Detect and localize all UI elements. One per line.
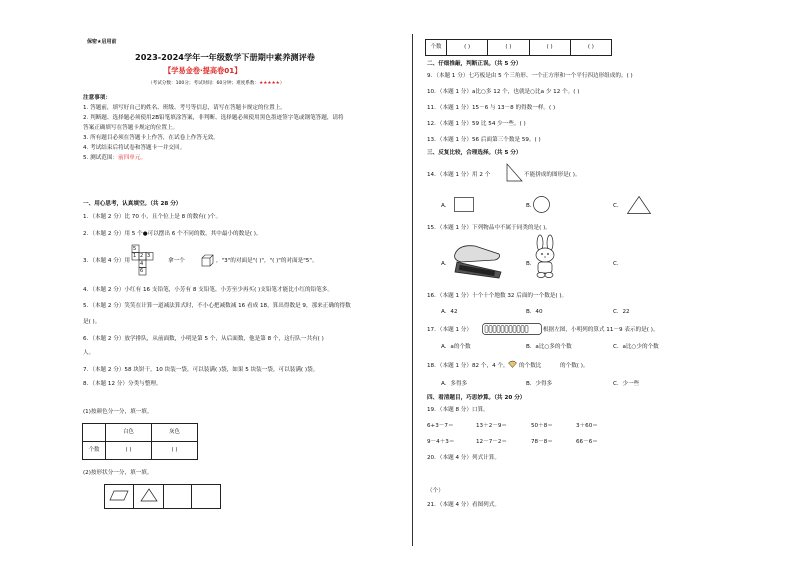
question-6b: 人。 [83, 350, 95, 356]
question-14-post: 不能拼成的图形是( )。 [524, 172, 581, 178]
table-header-gray: 灰色 [152, 424, 198, 442]
oral-item: 13＋2－9＝ [476, 423, 508, 429]
oral-item: 9－4＋3＝ [427, 439, 455, 445]
scope-label: 5. 测试范围： [83, 155, 119, 161]
question-12: 12．（本题 1 分）59 比 54 少一些。( ) [427, 121, 526, 127]
note-1: 1. 答题前，填写好自己的姓名、班级、考号等信息，请写在答题卡规定的位置上。 [83, 105, 286, 111]
net-digit: 6 [140, 268, 144, 274]
option-c[interactable]: C．少一些 [613, 381, 640, 387]
question-15: 15．（本题 1 分）下列物品中不属于同类的是( )。 [427, 225, 551, 231]
section-1-heading: 一、用心思考，认真填空。（共 28 分） [83, 201, 182, 207]
question-1: 1．（本题 2 分）比 70 小，且个位上是 8 的数有( )个。 [83, 214, 222, 220]
scope-value: 前四单元。 [118, 155, 147, 161]
note-4: 4. 考试结束后将试卷和答题卡一并交回。 [83, 145, 186, 151]
question-3-end: ，"3"的对面是"( )"，"( )"的对面是"5"。 [216, 258, 318, 264]
question-11: 11．（本题 1 分）15－6 与 13－8 的得数一样。( ) [427, 105, 556, 111]
shape-cell [105, 485, 134, 509]
stapler-icon [451, 242, 503, 280]
sub-question-1: (1)按颜色分一分，填一填。 [83, 409, 153, 415]
exam-subtitle: 【学易金卷·提高卷01】 [164, 66, 242, 75]
question-5b: 是( )。 [83, 319, 101, 325]
table-row-label: 个数 [426, 40, 447, 56]
oral-item: 66－6＝ [576, 439, 598, 445]
question-13: 13．（本题 1 分）56 后面第三个数是 59。( ) [427, 137, 541, 143]
note-2b: 答案正确填写在答题卡规定的位置上。 [83, 125, 179, 131]
net-digit: 1 [133, 253, 137, 259]
oral-item: 12－7－2＝ [476, 439, 508, 445]
answer-blank[interactable]: ( ) [570, 40, 611, 56]
option-a[interactable]: A． [441, 261, 451, 267]
cube-net-figure [124, 245, 164, 275]
triangle-icon [627, 196, 651, 214]
answer-blank[interactable]: ( ) [447, 40, 488, 56]
question-3-mid: 拿一个 [168, 258, 185, 264]
question-20: 20．（本题 4 分）列式计算。 [427, 455, 500, 461]
oral-item: 3＋60＝ [576, 423, 598, 429]
meta-end: ） [279, 81, 285, 86]
question-21: 21．（本题 4 分）看图列式。 [427, 502, 500, 508]
option-b[interactable]: B． [526, 203, 536, 209]
circle-icon [533, 196, 550, 213]
option-b[interactable]: B．少得多 [526, 381, 553, 387]
question-2: 2．（本题 2 分）用 5 个●可以摆出 6 个不同的数，其中最小的数是( )。 [83, 231, 262, 237]
question-8: 8．（本题 12 分）分类与整理。 [83, 381, 162, 387]
question-18-end: 的个数( )。 [560, 363, 589, 369]
page-divider [412, 34, 413, 546]
answer-unit: （个） [427, 488, 444, 494]
option-c[interactable]: C． [613, 203, 623, 209]
net-digit: 4 [140, 261, 144, 267]
bunny-icon [530, 236, 560, 280]
right-triangle-icon [506, 164, 522, 181]
sub-question-2: (2)按形状分一分，填一填。 [83, 470, 153, 476]
question-19: 19．（本题 8 分）口算。 [427, 407, 489, 413]
option-a[interactable]: A．a的个数 [441, 344, 471, 350]
net-digit: 2 [140, 253, 144, 259]
confidential-label: 保密★启用前 [87, 39, 117, 45]
triangle-icon [141, 489, 157, 501]
question-4: 4．（本题 2 分）小红有 16 支铅笔，小芳有 8 支铅笔，小芳至少再买( )支铅笔才能比小红的铅笔多。 [83, 287, 333, 293]
net-digit: 3 [147, 253, 151, 259]
answer-blank[interactable]: ( ) [529, 40, 570, 56]
oral-item: 78－8＝ [531, 439, 553, 445]
section-2-heading: 二、仔细推敲，判断正误。（共 5 分） [427, 61, 522, 67]
option-c[interactable]: C． [613, 261, 623, 267]
abacus-icon [482, 323, 542, 335]
option-b[interactable]: B． [526, 261, 536, 267]
difficulty-stars: ★★★★★ [259, 81, 280, 86]
question-7: 7．（本题 2 分）58 块饼干，10 块装一袋，可以装满( )袋，如果 5 块装一袋，可以装满( )袋。 [83, 367, 319, 373]
shell-icon [508, 360, 517, 368]
net-digit: 5 [133, 246, 137, 252]
shape-cell [163, 485, 192, 509]
shape-table [104, 484, 221, 509]
question-10: 10．（本题 1 分）a比○多 12 个，也就是○比a 少 12 个。( ) [427, 89, 580, 95]
option-a[interactable]: A．多得多 [441, 381, 468, 387]
cube-icon [202, 255, 214, 266]
question-14-pre: 14．（本题 1 分）用 2 个 [427, 172, 491, 178]
section-4-heading: 四、看清题目，巧思妙算。（共 20 分） [427, 395, 526, 401]
option-b[interactable]: B．a比○多的个数 [526, 344, 572, 350]
question-17-post: 根据左图，小明列的算式 11－9 表示的是( )。 [543, 327, 659, 333]
question-18-mid: 的个数比 [519, 363, 542, 369]
table-header-white: 白色 [106, 424, 152, 442]
note-2: 2. 判断题、选择题必须使用2B铅笔填涂答案，非判断、选择题必须使用黑色墨迹签字笔或钢笔答题，请将 [83, 115, 344, 121]
count-table [425, 39, 612, 56]
answer-blank[interactable]: ( ) [152, 442, 198, 460]
table-row-label: 个数 [83, 442, 106, 460]
question-17-pre: 17．（本题 1 分） [427, 327, 472, 333]
shape-cell [134, 485, 163, 509]
option-c[interactable]: C．22 [613, 309, 630, 315]
exam-meta [148, 81, 284, 87]
option-c[interactable]: C．a比○少的个数 [613, 344, 659, 350]
note-5 [83, 155, 146, 162]
rectangle-icon [454, 197, 474, 212]
parallelogram-icon [110, 491, 128, 500]
question-5a: 5．（本题 2 分）笑笑在计算一道减法算式时，不小心把减数减 16 看成 18，算出得数是 9，那来正确的得数 [83, 303, 351, 309]
color-table [82, 423, 198, 460]
question-3-pre: 3．（本题 4 分）用 [83, 258, 131, 264]
oral-item: 6+3－7＝ [427, 423, 454, 429]
question-16: 16．（本题 1 分）十个十个地数 32 后面的一个数是( )。 [427, 293, 568, 299]
oral-item: 50＋8＝ [531, 423, 553, 429]
answer-blank[interactable]: ( ) [106, 442, 152, 460]
question-18-pre: 18．（本题 1 分）82 个，4 个， [427, 363, 509, 369]
question-9: 9．（本题 1 分）七巧板是由 5 个三角形、一个正方形和一个平行四边形组成的。( ) [427, 73, 633, 79]
meta-text: （考试分数：100分；考试时间：60分钟；难度系数： [148, 81, 260, 86]
exam-title: 2023-2024学年一年级数学下册期中素养测评卷 [135, 52, 315, 62]
shape-cell [192, 485, 221, 509]
table-header-empty [83, 424, 106, 442]
notes-heading: 注意事项： [83, 95, 111, 101]
option-b[interactable]: B．40 [526, 309, 543, 315]
note-3: 3. 所有题目必须在答题卡上作答，在试卷上作答无效。 [83, 135, 219, 141]
option-a[interactable]: A．42 [441, 309, 458, 315]
section-3-heading: 三、反复比较，合理选择。（共 5 分） [427, 150, 522, 156]
question-6a: 6．（本题 2 分）放学排队，从前面数，小明是第 5 个，从后面数，他是第 8 个，这行队一共有( ) [83, 336, 324, 342]
option-a[interactable]: A． [441, 203, 451, 209]
answer-blank[interactable]: ( ) [488, 40, 529, 56]
